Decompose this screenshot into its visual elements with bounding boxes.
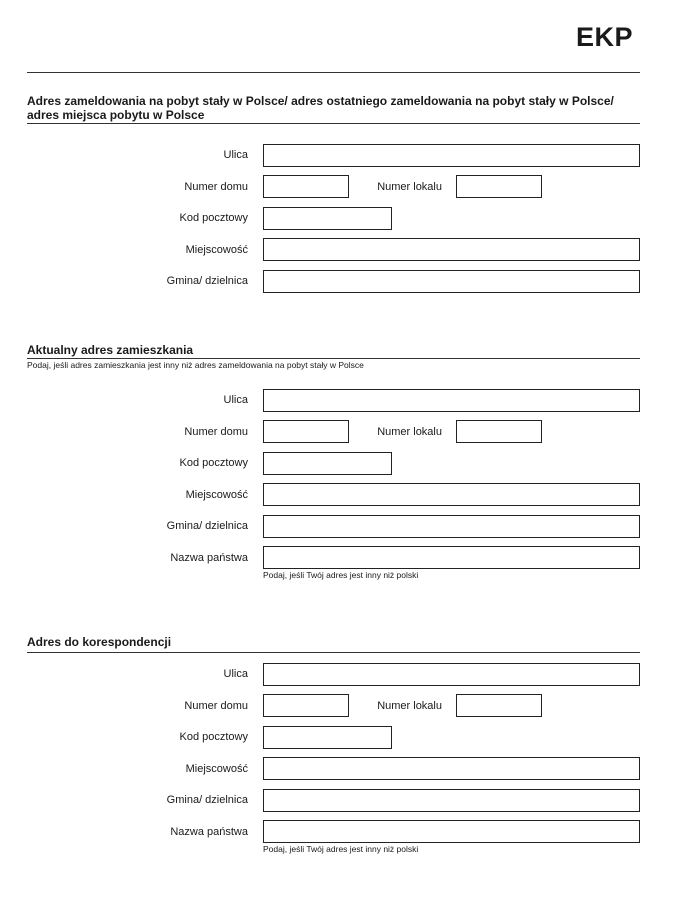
municipality-input[interactable]	[263, 789, 640, 812]
section-divider	[27, 358, 640, 359]
section-title-registered-address: Adres zameldowania na pobyt stały w Polsce/ adres ostatniego zameldowania na pobyt stały w Polsce/ adres miejsca pobytu w Polsce	[27, 94, 614, 122]
country-input[interactable]	[263, 546, 640, 569]
municipality-input[interactable]	[263, 270, 640, 293]
header-divider	[27, 72, 640, 73]
municipality-input[interactable]	[263, 515, 640, 538]
postal-code-label: Kod pocztowy	[179, 731, 248, 743]
section-divider	[27, 652, 640, 653]
section-title-correspondence-address: Adres do korespondencji	[27, 635, 172, 649]
apartment-number-input[interactable]	[456, 175, 542, 198]
municipality-label: Gmina/ dzielnica	[166, 520, 248, 532]
city-input[interactable]	[263, 483, 640, 506]
street-input[interactable]	[263, 389, 640, 412]
country-hint: Podaj, jeśli Twój adres jest inny niż polski	[263, 844, 419, 854]
street-input[interactable]	[263, 144, 640, 167]
postal-code-label: Kod pocztowy	[179, 212, 248, 224]
apartment-number-input[interactable]	[456, 420, 542, 443]
apartment-number-label: Numer lokalu	[377, 426, 442, 438]
house-number-label: Numer domu	[184, 700, 248, 712]
city-label: Miejscowość	[185, 244, 248, 256]
country-label: Nazwa państwa	[170, 826, 248, 838]
postal-code-input[interactable]	[263, 726, 392, 749]
city-label: Miejscowość	[185, 489, 248, 501]
document-code: EKP	[575, 22, 633, 52]
municipality-label: Gmina/ dzielnica	[166, 794, 248, 806]
city-input[interactable]	[263, 757, 640, 780]
country-hint: Podaj, jeśli Twój adres jest inny niż polski	[263, 570, 419, 580]
house-number-label: Numer domu	[184, 426, 248, 438]
country-label: Nazwa państwa	[170, 552, 248, 564]
municipality-label: Gmina/ dzielnica	[166, 275, 248, 287]
section-divider	[27, 123, 640, 124]
postal-code-input[interactable]	[263, 207, 392, 230]
city-label: Miejscowość	[185, 763, 248, 775]
country-input[interactable]	[263, 820, 640, 843]
apartment-number-label: Numer lokalu	[377, 181, 442, 193]
street-input[interactable]	[263, 663, 640, 686]
street-label: Ulica	[223, 668, 248, 680]
house-number-label: Numer domu	[184, 181, 248, 193]
street-label: Ulica	[223, 394, 248, 406]
postal-code-input[interactable]	[263, 452, 392, 475]
section-title-current-address: Aktualny adres zamieszkania	[27, 343, 194, 357]
street-label: Ulica	[223, 149, 248, 161]
apartment-number-label: Numer lokalu	[377, 700, 442, 712]
postal-code-label: Kod pocztowy	[179, 457, 248, 469]
apartment-number-input[interactable]	[456, 694, 542, 717]
section-note: Podaj, jeśli adres zamieszkania jest inny niż adres zameldowania na pobyt stały w Polsce	[27, 360, 364, 370]
city-input[interactable]	[263, 238, 640, 261]
